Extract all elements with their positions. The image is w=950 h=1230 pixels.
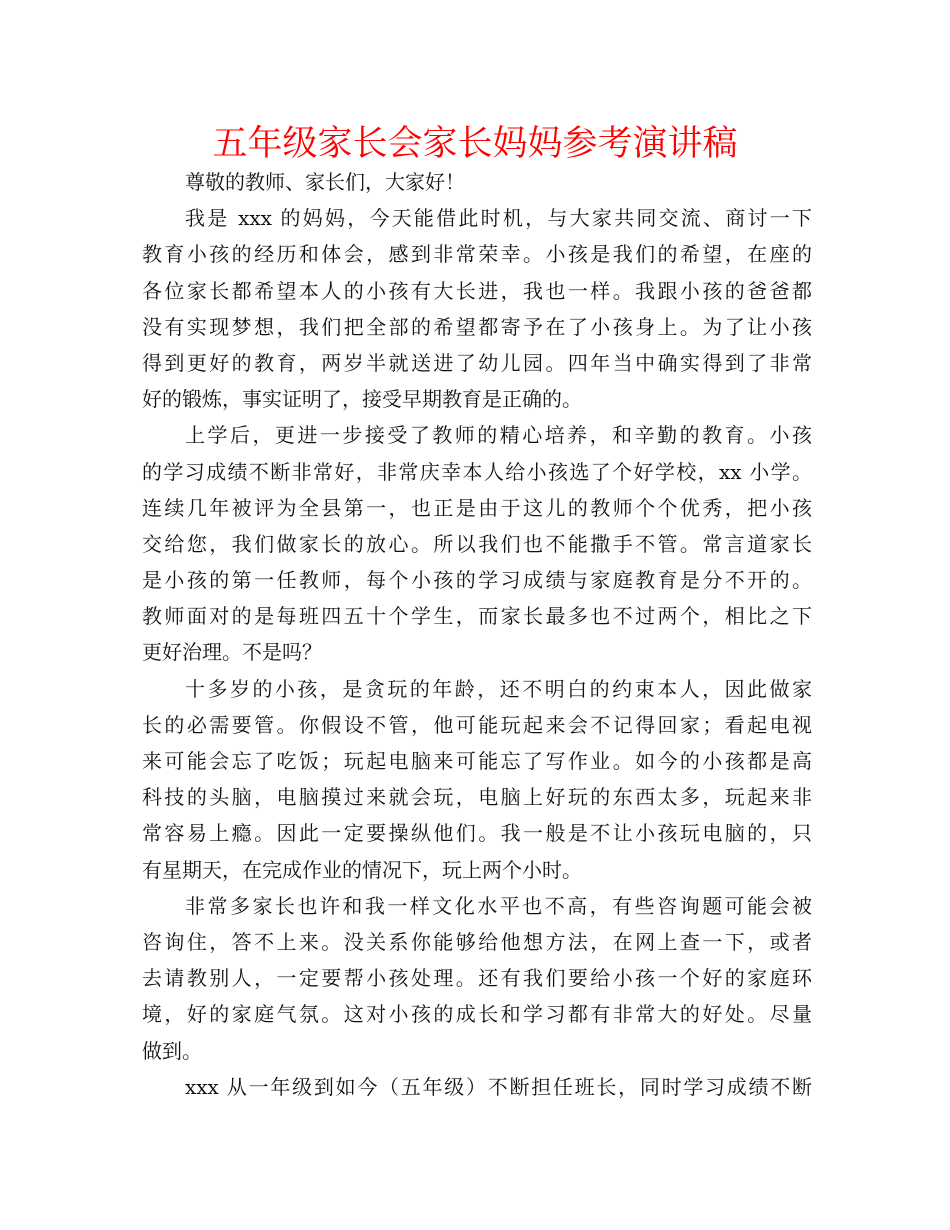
text-line: 去请教别人，一定要帮小孩处理。还有我们要给小孩一个好的家庭环	[142, 966, 812, 991]
text-line: 好的锻炼，事实证明了，接受早期教育是正确的。	[142, 387, 582, 412]
text-line: 各位家长都希望本人的小孩有大长进，我也一样。我跟小孩的爸爸都	[142, 278, 812, 303]
text-line: 非常多家长也许和我一样文化水平也不高，有些咨询题可能会被	[185, 893, 812, 918]
text-line: 有星期天，在完成作业的情况下，玩上两个小时。	[142, 857, 582, 882]
text-line: 做到。	[142, 1038, 202, 1063]
text-line: 咨询住，答不上来。没关系你能够给他想方法，在网上查一下，或者	[142, 929, 812, 954]
text-line: 更好治理。不是吗？	[142, 640, 322, 665]
text-line: 境，好的家庭气氛。这对小孩的成长和学习都有非常大的好处。尽量	[142, 1002, 812, 1027]
text-line: 来可能会忘了吃饭；玩起电脑来可能忘了写作业。如今的小孩都是高	[142, 749, 812, 773]
text-line: 的学习成绩不断非常好，非常庆幸本人给小孩选了个好学校，xx 小学。	[142, 459, 812, 484]
text-line: 连续几年被评为全县第一，也正是由于这儿的教师个个优秀，把小孩	[142, 495, 812, 520]
text-line: 上学后，更进一步接受了教师的精心培养，和辛勤的教育。小孩	[185, 423, 812, 448]
text-line: 是小孩的第一任教师，每个小孩的学习成绩与家庭教育是分不开的。	[142, 568, 812, 593]
text-line: 交给您，我们做家长的放心。所以我们也不能撒手不管。常言道家长	[142, 531, 812, 556]
text-line: 常容易上瘾。因此一定要操纵他们。我一般是不让小孩玩电脑的，只	[142, 821, 812, 846]
text-line: 教师面对的是每班四五十个学生，而家长最多也不过两个，相比之下	[142, 604, 812, 629]
document-body	[142, 164, 812, 1105]
text-line: 得到更好的教育，两岁半就送进了幼儿园。四年当中确实得到了非常	[142, 350, 812, 375]
text-line: xxx 从一年级到如今（五年级）不断担任班长，同时学习成绩不断	[185, 1074, 812, 1099]
text-line: 十多岁的小孩，是贪玩的年龄，还不明白的约束本人，因此做家	[185, 676, 812, 701]
text-line: 长的必需要管。你假设不管，他可能玩起来会不记得回家；看起电视	[142, 712, 812, 737]
text-line: 教育小孩的经历和体会，感到非常荣幸。小孩是我们的希望，在座的	[142, 242, 812, 267]
document-title: 五年级家长会家长妈妈参考演讲稿	[212, 124, 738, 164]
text-line: 我是 xxx 的妈妈，今天能借此时机，与大家共同交流、商讨一下	[185, 206, 812, 231]
text-line: 没有实现梦想，我们把全部的希望都寄予在了小孩身上。为了让小孩	[142, 314, 812, 339]
text-line: 科技的头脑，电脑摸过来就会玩，电脑上好玩的东西太多，玩起来非	[142, 785, 812, 810]
text-line: 尊敬的教师、家长们，大家好！	[185, 170, 465, 194]
